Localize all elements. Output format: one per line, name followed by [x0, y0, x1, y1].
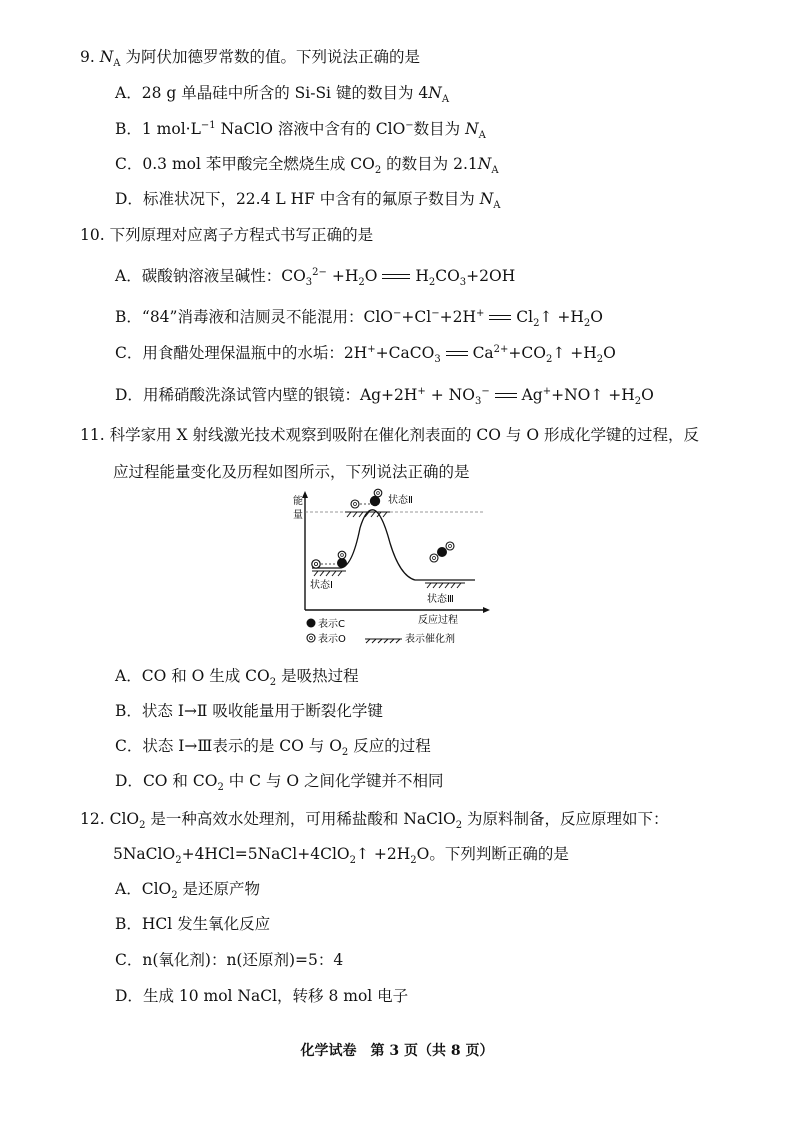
subscript: 2: [583, 318, 591, 330]
equilibrium-arrow-icon: [382, 272, 410, 282]
y-axis-label-1: 能: [293, 496, 303, 507]
q12-option-d: [115, 985, 408, 1007]
option-text: “84”消毒液和洁厕灵不能混用：ClO: [141, 308, 393, 326]
question-number: 9.: [80, 48, 95, 66]
option-text: O: [590, 308, 603, 326]
option-text: 28 g 单晶硅中所含的 Si-Si 键的数目为 4: [141, 84, 429, 102]
option-text: 用稀硝酸洗涤试管内壁的银镜：Ag+2H: [142, 386, 418, 404]
q10-option-b: [115, 306, 603, 328]
q9-option-c: [115, 153, 499, 175]
subscript: 3: [305, 277, 313, 289]
option-text: 状态 Ⅰ→Ⅲ表示的是 CO 与 O: [142, 737, 342, 755]
option-text: ClO: [141, 880, 172, 898]
question-9-stem: [80, 46, 420, 68]
q11-option-b: [115, 700, 383, 722]
energy-diagram: [290, 488, 500, 648]
catalyst-surface-state3: [425, 583, 465, 588]
q10-option-d: [115, 384, 654, 406]
option-label: B．: [115, 120, 142, 138]
legend-carbon-label: 表示C: [318, 619, 345, 630]
na-symbol: N: [477, 155, 492, 173]
subscript: 2: [171, 890, 178, 902]
option-label: A．: [115, 267, 142, 285]
subscript: 2: [533, 318, 540, 330]
subscript: 2: [341, 747, 349, 759]
option-label: A．: [115, 667, 142, 685]
option-text: CO 和 CO: [142, 772, 218, 790]
q11-option-d: [115, 770, 444, 792]
stem-text: 科学家用 X 射线激光技术观察到吸附在催化剂表面的 CO 与 O 形成化学键的过程，反: [109, 426, 699, 444]
q11-option-c: [115, 735, 431, 757]
na-symbol: N: [428, 84, 442, 102]
q12-option-b: [115, 913, 270, 935]
na-sub: A: [491, 165, 499, 177]
q11-option-a: [115, 665, 359, 687]
superscript: −: [431, 307, 440, 319]
x-axis-arrow-icon: [483, 607, 490, 613]
stem-text: 为原料制备，反应原理如下：: [462, 810, 669, 828]
option-label: C．: [115, 951, 143, 969]
option-label: C．: [115, 344, 143, 362]
option-text: 1 mol·L: [141, 120, 201, 138]
subscript: 3: [459, 277, 467, 289]
q10-option-c: [115, 342, 616, 364]
q10-option-a: [115, 265, 515, 287]
state3-label: 状态Ⅲ: [427, 594, 454, 605]
option-text: O: [603, 344, 616, 362]
subscript: 3: [474, 396, 482, 408]
question-12-stem: [80, 808, 669, 830]
option-text: H: [415, 267, 429, 285]
subscript: 2: [428, 277, 436, 289]
option-text: 是还原产物: [177, 880, 261, 898]
state2-label: 状态Ⅱ: [388, 495, 413, 506]
q9-option-d: [115, 188, 501, 210]
subscript: 3: [434, 354, 441, 366]
subscript: 2: [217, 782, 224, 794]
option-text: Ca: [472, 344, 494, 362]
option-text: O: [641, 386, 654, 404]
carbon-atom-icon: [337, 558, 347, 568]
option-text: +2H: [439, 308, 476, 326]
question-number: 11.: [80, 426, 105, 444]
question-number: 10.: [80, 226, 105, 244]
oxygen-atom-icon: [430, 554, 438, 562]
option-text: 反应的过程: [348, 737, 431, 755]
option-text: 标准状况下，22.4 L HF 中含有的氟原子数目为: [142, 190, 480, 208]
oxygen-atom-icon: [312, 560, 320, 568]
option-text: 的数目为 2.1: [381, 155, 478, 173]
subscript: 2: [455, 820, 463, 832]
option-text: ↑ +H: [552, 344, 597, 362]
subscript: 2: [139, 820, 146, 832]
legend-catalyst-label: 表示催化剂: [405, 634, 455, 645]
option-text: 用食醋处理保温瓶中的水垢：2H: [142, 344, 368, 362]
equation-text: 5NaClO: [113, 845, 176, 863]
subscript: 2: [374, 165, 382, 177]
oxygen-atom-icon: [351, 500, 359, 508]
oxygen-atom-icon: [338, 551, 346, 559]
subscript: 2: [596, 354, 604, 366]
option-label: D．: [115, 772, 143, 790]
option-label: D．: [115, 987, 143, 1005]
option-text: +CaCO: [375, 344, 435, 362]
catalyst-surface-state1: [312, 571, 346, 576]
subscript: 2: [349, 855, 356, 867]
option-label: B．: [115, 702, 142, 720]
equals-sign-icon: [489, 313, 511, 323]
option-text: +Cl: [401, 308, 432, 326]
y-axis-label-2: 量: [293, 510, 303, 521]
option-label: A．: [115, 84, 142, 102]
stem-text: 下列原理对应离子方程式书写正确的是: [109, 226, 374, 244]
subscript: 2: [634, 396, 642, 408]
equation-text: ↑ +2H: [355, 845, 411, 863]
q9-option-b: [115, 118, 486, 140]
option-label: B．: [115, 915, 142, 933]
option-text: +2OH: [466, 267, 516, 285]
subscript: 2: [545, 354, 553, 366]
equals-sign-icon: [446, 349, 468, 359]
state1-label: 状态Ⅰ: [310, 580, 333, 591]
q12-option-a: [115, 878, 260, 900]
q12-option-c: [115, 949, 343, 971]
option-text: +H: [326, 267, 359, 285]
stem-text: ClO: [109, 810, 140, 828]
na-symbol: N: [99, 48, 114, 66]
na-symbol: N: [479, 190, 494, 208]
equals-sign-icon: [495, 391, 517, 401]
option-label: A．: [115, 880, 142, 898]
option-text: 是吸热过程: [276, 667, 359, 685]
superscript: −1: [200, 119, 216, 131]
legend-catalyst-icon: [365, 639, 402, 643]
superscript: +: [417, 385, 426, 397]
option-text: 状态 Ⅰ→Ⅱ 吸收能量用于断裂化学键: [141, 702, 383, 720]
carbon-atom-icon: [437, 547, 447, 557]
option-text: 中 C 与 O 之间化学键并不相同: [223, 772, 444, 790]
subscript: 2: [269, 677, 277, 689]
option-text: 数目为: [413, 120, 466, 138]
superscript: +: [475, 307, 485, 319]
x-axis-label: 反应过程: [418, 615, 458, 626]
option-text: HCl 发生氧化反应: [141, 915, 271, 933]
legend-oxygen-label: 表示O: [318, 634, 346, 645]
superscript: 2+: [493, 343, 509, 355]
option-text: + NO: [425, 386, 475, 404]
superscript: +: [367, 343, 376, 355]
subscript: 2: [358, 277, 365, 289]
option-text: ↑ +H: [539, 308, 584, 326]
equation-text: O。下列判断正确的是: [416, 845, 569, 863]
option-label: D．: [115, 190, 143, 208]
na-sub: A: [441, 94, 450, 106]
na-sub: A: [113, 58, 121, 70]
na-symbol: N: [465, 120, 479, 138]
option-text: +NO↑ +H: [551, 386, 635, 404]
legend-oxygen-icon: [307, 634, 315, 642]
carbon-atom-icon: [370, 496, 380, 506]
option-label: B．: [115, 308, 142, 326]
question-number: 12.: [80, 810, 105, 828]
stem-text: 应过程能量变化及历程如图所示，下列说法正确的是: [113, 463, 470, 481]
subscript: 2: [175, 855, 182, 867]
na-sub: A: [493, 200, 501, 212]
question-12-equation: [113, 843, 569, 865]
option-text: +CO: [508, 344, 546, 362]
superscript: +: [542, 385, 552, 397]
subscript: 2: [410, 855, 417, 867]
option-text: CO: [435, 267, 460, 285]
option-text: Ag: [521, 386, 543, 404]
option-text: 生成 10 mol NaCl，转移 8 mol 电子: [142, 987, 409, 1005]
legend-carbon-icon: [307, 619, 316, 628]
option-text: NaClO 溶液中含有的 ClO: [215, 120, 406, 138]
superscript: −: [393, 307, 402, 319]
option-label: C．: [115, 155, 143, 173]
equation-text: +4HCl=5NaCl+4ClO: [181, 845, 350, 863]
option-text: 0.3 mol 苯甲酸完全燃烧生成 CO: [142, 155, 375, 173]
na-sub: A: [478, 130, 486, 142]
question-10-stem: [80, 224, 373, 246]
option-text: n(氧化剂)：n(还原剂)=5：4: [142, 951, 344, 969]
question-11-stem-cont: [113, 461, 470, 483]
option-text: O: [364, 267, 378, 285]
oxygen-atom-icon: [374, 489, 382, 497]
question-11-stem: [80, 424, 699, 446]
q9-option-a: [115, 82, 449, 104]
option-text: CO 和 O 生成 CO: [141, 667, 270, 685]
superscript: −: [481, 385, 490, 397]
option-text: 碳酸钠溶液呈碱性：CO: [141, 267, 306, 285]
page-footer: 化学试卷 第 3 页（共 8 页）: [300, 1043, 494, 1059]
option-label: C．: [115, 737, 143, 755]
option-text: Cl: [516, 308, 534, 326]
stem-text: 为阿伏加德罗常数的值。下列说法正确的是: [125, 48, 420, 66]
oxygen-atom-icon: [446, 542, 454, 550]
stem-text: 是一种高效水处理剂，可用稀盐酸和 NaClO: [145, 810, 456, 828]
superscript: −: [405, 119, 414, 131]
option-label: D．: [115, 386, 143, 404]
superscript: 2−: [312, 266, 327, 278]
